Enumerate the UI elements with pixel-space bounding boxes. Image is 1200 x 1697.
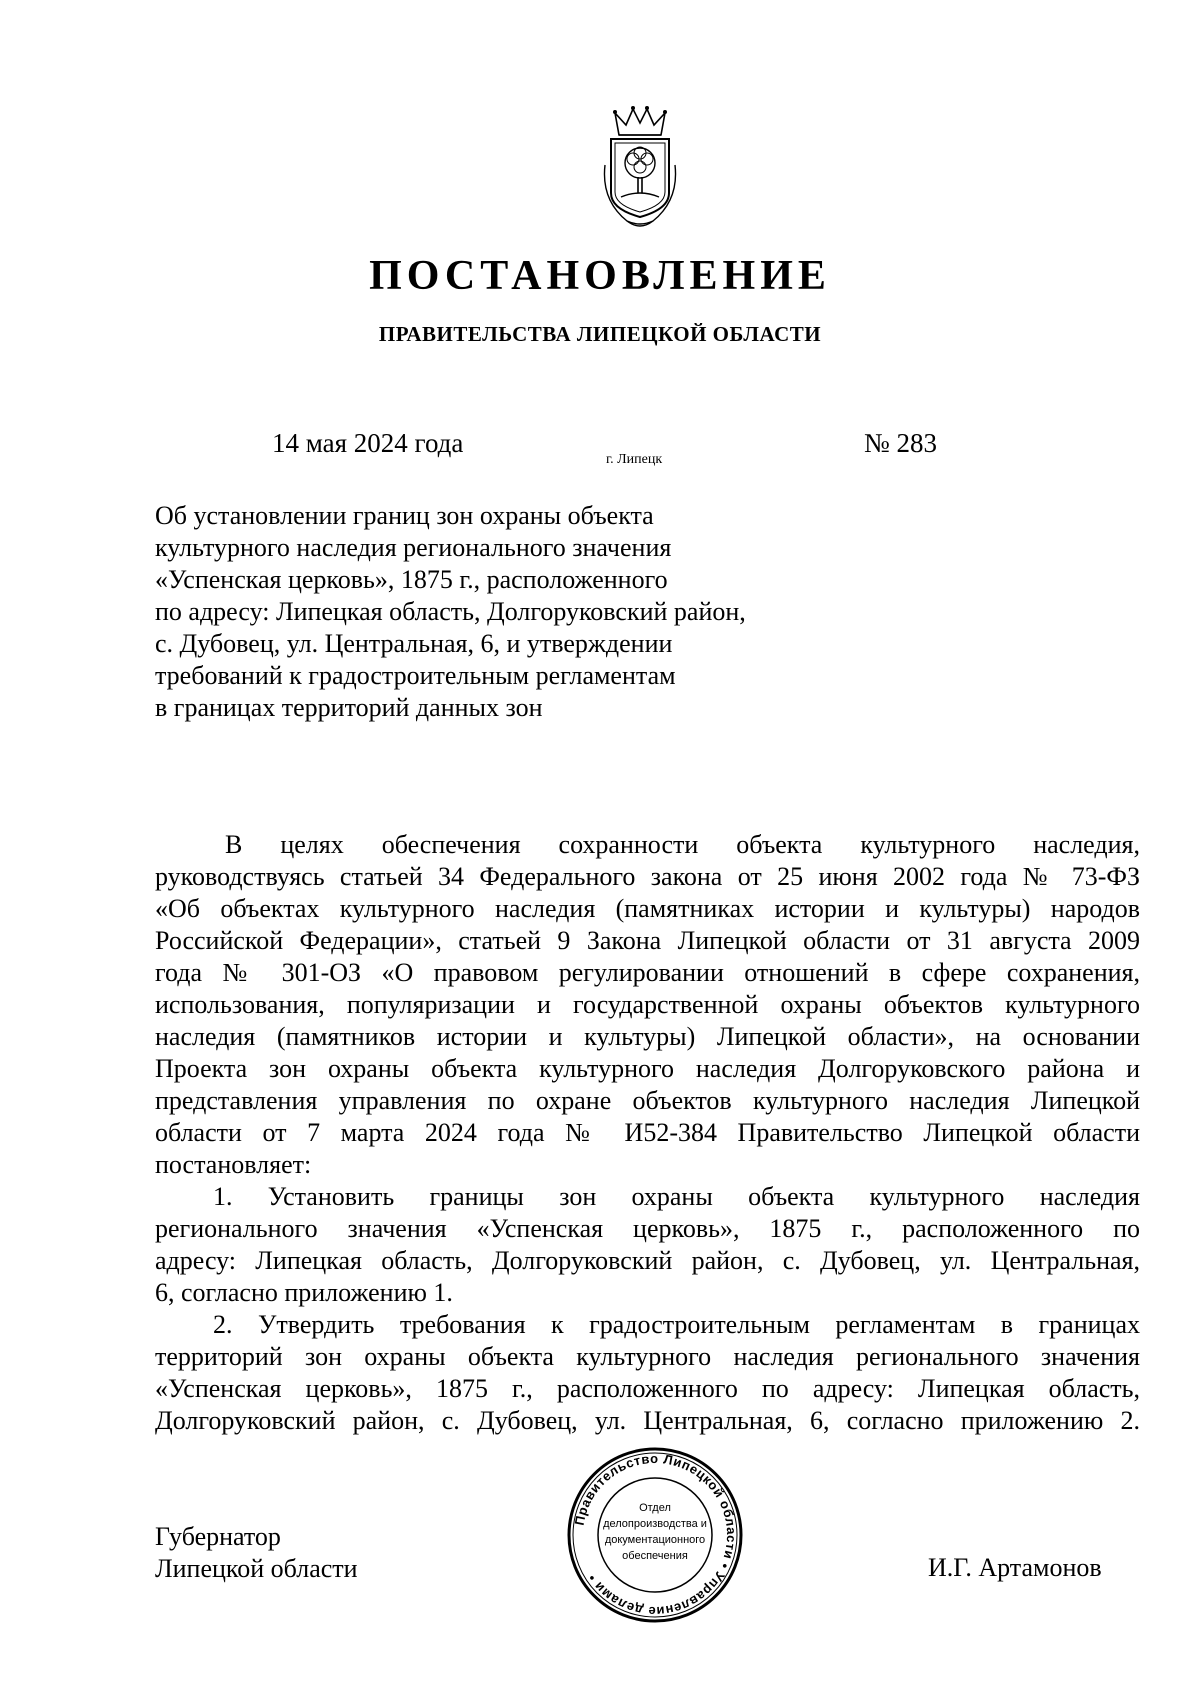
body-line: «Успенская церковь», 1875 г., расположенного по адресу: Липецкая область, xyxy=(155,1374,1140,1403)
stamp-inner-line: делопроизводства и xyxy=(603,1518,707,1530)
subject-line: «Успенская церковь», 1875 г., расположенного xyxy=(155,565,668,594)
document-date: 14 мая 2024 года xyxy=(272,428,464,458)
body-line: В целях обеспечения сохранности объекта культурного наследия, xyxy=(225,830,1140,859)
body-line: адресу: Липецкая область, Долгоруковский район, с. Дубовец, ул. Центральная, xyxy=(155,1246,1140,1275)
subject-line: Об установлении границ зон охраны объекта xyxy=(155,501,654,530)
stamp-inner-line: Отдел xyxy=(639,1502,671,1514)
document-number: № 283 xyxy=(864,428,938,458)
body-line: использования, популяризации и государственной охраны объектов культурного xyxy=(155,990,1140,1019)
coat-of-arms-icon xyxy=(597,105,683,231)
subject-line: требований к градостроительным регламентам xyxy=(155,661,676,690)
signatory-position-line: Губернатор xyxy=(155,1522,281,1551)
body-line: 1. Установить границы зон охраны объекта культурного наследия xyxy=(213,1182,1140,1211)
body-line: области от 7 марта 2024 года № И52-384 Правительство Липецкой области xyxy=(155,1118,1140,1147)
body-line: года № 301-ОЗ «О правовом регулировании отношений в сфере сохранения, xyxy=(155,958,1140,987)
body-line: территорий зон охраны объекта культурного наследия регионального значения xyxy=(155,1342,1140,1371)
body-line: «Об объектах культурного наследия (памятниках истории и культуры) народов xyxy=(155,894,1140,923)
official-stamp xyxy=(565,1445,745,1625)
body-line: представления управления по охране объектов культурного наследия Липецкой xyxy=(155,1086,1140,1115)
document-body xyxy=(155,829,1140,1437)
stamp-outer-text: Правительство Липецкой области • Управление делами • xyxy=(571,1450,740,1620)
document-issuer: ПРАВИТЕЛЬСТВА ЛИПЕЦКОЙ ОБЛАСТИ xyxy=(378,322,822,346)
body-line: Проекта зон охраны объекта культурного наследия Долгоруковского района и xyxy=(155,1054,1140,1083)
signatory-position xyxy=(155,1521,358,1585)
subject-line: с. Дубовец, ул. Центральная, 6, и утверждении xyxy=(155,629,673,658)
signatory-position-line: Липецкой области xyxy=(155,1554,358,1583)
document-city: г. Липецк xyxy=(606,452,663,467)
stamp-inner-line: обеспечения xyxy=(622,1550,688,1562)
body-line: регионального значения «Успенская церковь», 1875 г., расположенного по xyxy=(155,1214,1140,1243)
subject-line: культурного наследия регионального значения xyxy=(155,533,672,562)
document-subject xyxy=(155,500,855,724)
body-line: руководствуясь статьей 34 Федерального закона от 25 июня 2002 года № 73-ФЗ xyxy=(155,862,1140,891)
body-line: Российской Федерации», статьей 9 Закона Липецкой области от 31 августа 2009 xyxy=(155,926,1140,955)
subject-line: по адресу: Липецкая область, Долгоруковский район, xyxy=(155,597,746,626)
body-line: наследия (памятников истории и культуры) Липецкой области», на основании xyxy=(155,1022,1140,1051)
body-line: Долгоруковский район, с. Дубовец, ул. Центральная, 6, согласно приложению 2. xyxy=(155,1406,1140,1435)
body-line: постановляет: xyxy=(155,1150,312,1179)
body-line: 2. Утвердить требования к градостроительным регламентам в границах xyxy=(213,1310,1140,1339)
signatory-name: И.Г. Артамонов xyxy=(928,1553,1102,1582)
stamp-inner-line: документационного xyxy=(604,1534,706,1546)
body-line: 6, согласно приложению 1. xyxy=(155,1278,453,1307)
document-title: ПОСТАНОВЛЕНИЕ xyxy=(369,253,831,299)
subject-line: в границах территорий данных зон xyxy=(155,693,543,722)
